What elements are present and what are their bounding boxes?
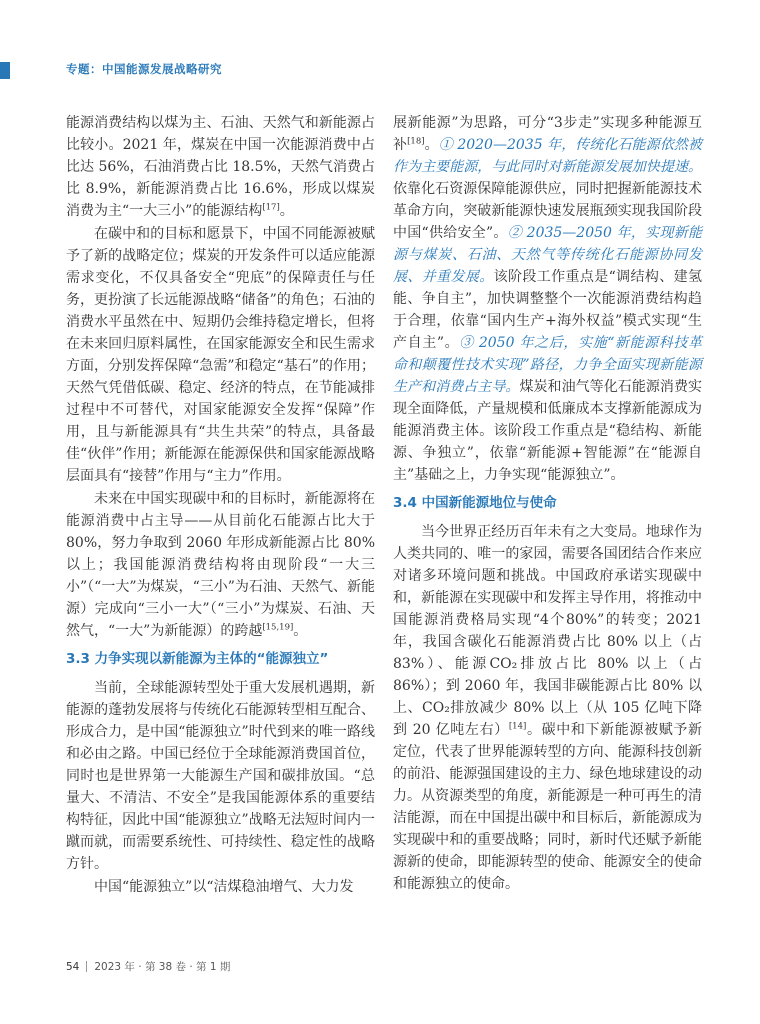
body-paragraph: 当今世界正经历百年未有之大变局。地球作为人类共同的、唯一的家园，需要各国团结合作来应对诸多环境问题和挑战。中国政府承诺实现碳中和，新能源在实现碳中和发挥主导作用，将推动中国能源消费格局实现“4个80%”的转变；2021 年，我国含碳化石能源消费占比 80% 以上（占 83%）、能源CO₂排放占比 80% 以上（占 86%）；到 2060 年，我国非碳能源占比 80% 以上、CO₂排放减少 80% 以上（从 105 亿吨下降到 20 亿吨左右）[14]。碳中和下新能源被赋予新定位，代表了世界能源转型的方向、能源科技创新的前沿、能源强国建设的主力、绿色地球建设的动力。从资源类型的角度，新能源是一种可再生的清洁能源，而在中国提出碳中和目标后，新能源成为实现碳中和的重要战略；同时，新时代还赋予新能源新的使命，即能源转型的使命、能源安全的使命和能源独立的使命。	[393, 524, 703, 892]
body-paragraph: 能源消费结构以煤为主、石油、天然气和新能源占比较小。2021 年，煤炭在中国一次能源消费中占比达 56%，石油消费占比 18.5%，天然气消费占比 8.9%，新能源消费占比 16.6%，形成以煤炭消费为主“一大三小”的能源结构[17]。	[66, 115, 375, 219]
footer-divider	[86, 961, 87, 972]
right-column	[393, 112, 702, 898]
header-accent-bar	[0, 62, 10, 79]
section-heading-3-3: 3.3 力争实现以新能源为主体的“能源独立”	[66, 651, 329, 667]
topic-label: 专题：中国能源发展战略研究	[66, 62, 222, 76]
section-heading-3-4: 3.4 中国新能源地位与使命	[393, 495, 557, 511]
body-paragraph: 中国“能源独立”以“洁煤稳油增气、大力发	[94, 879, 354, 895]
page-number: 54	[66, 960, 80, 973]
body-paragraph: 当前，全球能源转型处于重大发展机遇期，新能源的蓬勃发展将与传统化石能源转型相互配合、形成合力，是中国“能源独立”时代到来的唯一路线和必由之路。中国已经位于全球能源消费国首位，同时也是世界第一大能源生产国和碳排放国。“总量大、不清洁、不安全”是我国能源体系的重要结构特征，因此中国“能源独立”战略无法短时间内一蹴而就，而需要系统性、可持续性、稳定性的战略方针。	[66, 680, 375, 872]
body-paragraph: 未来在中国实现碳中和的目标时，新能源将在能源消费中占主导——从目前化石能源占比大于 80%，努力争取到 2060 年形成新能源占比 80% 以上；我国能源消费结构将由现阶段“一大三小”（“一大”为煤炭，“三小”为石油、天然气、新能源）完成向“三小一大”（“三小”为煤炭、石油、天然气，“一大”为新能源）的跨越[15,19]。	[66, 491, 375, 639]
body-paragraph: 展新能源”为思路，可分“3步走”实现多种能源互补[18]。① 2020—2035 年，传统化石能源依然被作为主要能源，与此同时对新能源发展加快提速。依靠化石资源保障能源供应，同时把握新能源技术革命方向，突破新能源快速发展瓶颈实现我国阶段中国“供给安全”。② 2035—2050 年，实现新能源与煤炭、石油、天然气等传统化石能源协同发展、并重发展。该阶段工作重点是“调结构、建氢能、争自主”，加快调整整个一次能源消费结构趋于合理，依靠“国内生产+海外权益”模式实现“生产自主”。③ 2050 年之后，实施“新能源科技革命和颠覆性技术实现”路径，力争全面实现新能源生产和消费占主导。煤炭和油气等化石能源消费实现全面降低，产量规模和低廉成本支撑新能源成为能源消费主体。该阶段工作重点是“稳结构、新能源、争独立”，依靠“新能源+智能源”在“能源自主”基础之上，力争实现“能源独立”。	[393, 115, 703, 483]
page-footer	[66, 959, 230, 974]
body-paragraph: 在碳中和的目标和愿景下，中国不同能源被赋予了新的战略定位；煤炭的开发条件可以适应能源需求变化，不仅具备安全“兜底”的保障责任与任务，更扮演了长远能源战略“储备”的角色；石油的消费水平虽然在中、短期仍会维持稳定增长，但将在未来回归原料属性，在国家能源安全和民生需求方面，分别发挥保障“急需”和稳定“基石”的作用；天然气凭借低碳、稳定、经济的特点，在节能减排过程中不可替代，对国家能源安全发挥“保障”作用，且与新能源具有“共生共荣”的特点，具备最佳“伙伴”作用；新能源在能源保供和国家能源战略层面具有“接替”作用与“主力”作用。	[66, 226, 375, 484]
two-column-body	[66, 112, 702, 898]
issue-info: 2023 年 · 第 38 卷 · 第 1 期	[94, 961, 231, 973]
left-column	[66, 112, 375, 898]
